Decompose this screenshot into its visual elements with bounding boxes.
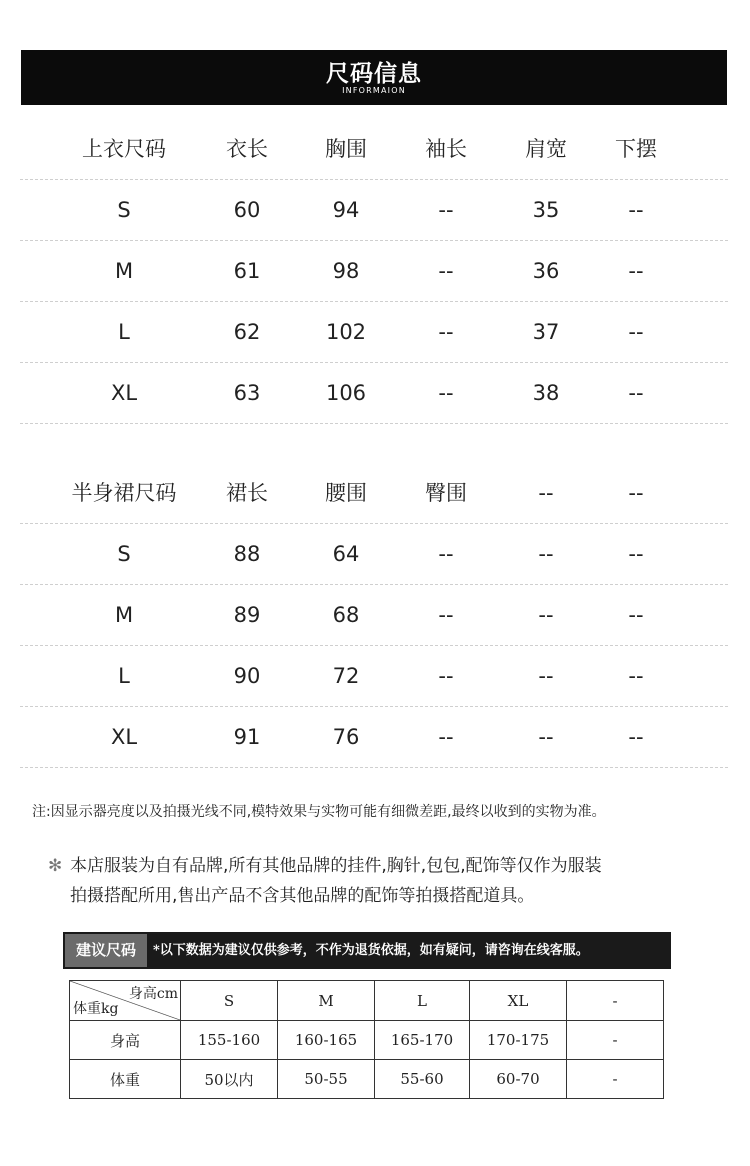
ref-corner-weight: 体重kg: [73, 1001, 119, 1017]
ref-corner-cell: [70, 981, 181, 1021]
table-cell: 38: [532, 381, 560, 405]
header-cell: 裙长: [226, 481, 268, 505]
table-row: [20, 707, 728, 768]
table-cell: M: [114, 259, 134, 283]
header-cell: 袖长: [425, 137, 467, 161]
display-disclaimer: 注:因显示器亮度以及拍摄光线不同,模特效果与实物可能有细微差距,最终以收到的实物为准。: [32, 804, 606, 820]
table-cell: --: [438, 320, 454, 344]
ref-row-label: 身高: [70, 1021, 181, 1060]
banner-subtitle: INFORMAION: [342, 86, 406, 95]
table-cell: S: [117, 198, 131, 222]
header-cell: 衣长: [226, 137, 268, 161]
ref-cell: -: [567, 1060, 664, 1099]
table-cell: --: [438, 542, 454, 566]
table-cell: 98: [332, 259, 360, 283]
table-cell: --: [628, 725, 644, 749]
table-cell: --: [438, 198, 454, 222]
advice-bar: [63, 932, 671, 969]
asterisk-icon: ✻: [48, 856, 63, 876]
table-row: [20, 585, 728, 646]
table-cell: 63: [233, 381, 261, 405]
ref-cell: 165-170: [375, 1021, 470, 1060]
table-cell: --: [438, 259, 454, 283]
table-cell: --: [438, 603, 454, 627]
ref-cell: -: [567, 1021, 664, 1060]
section-banner: [21, 50, 727, 105]
table-cell: 68: [332, 603, 360, 627]
ref-cell: 60-70: [470, 1060, 567, 1099]
table-cell: 62: [233, 320, 261, 344]
table-cell: --: [628, 542, 644, 566]
table-cell: S: [117, 542, 131, 566]
table-cell: 106: [325, 381, 367, 405]
ref-header-row: [70, 981, 664, 1021]
table-cell: L: [118, 664, 130, 688]
banner-title: 尺码信息: [326, 61, 422, 87]
header-cell: 下摆: [615, 137, 657, 161]
ref-size-header: M: [278, 981, 375, 1021]
header-cell: 肩宽: [525, 137, 567, 161]
header-cell: 半身裙尺码: [71, 481, 177, 505]
table-row: [20, 180, 728, 241]
table-cell: --: [538, 542, 554, 566]
table-cell: --: [538, 725, 554, 749]
table-cell: --: [628, 603, 644, 627]
ref-size-header: L: [375, 981, 470, 1021]
ref-size-header: XL: [470, 981, 567, 1021]
table-cell: 64: [332, 542, 360, 566]
header-cell: --: [538, 481, 554, 505]
table-header-row: [20, 119, 728, 180]
table-row: [20, 363, 728, 424]
table-cell: XL: [110, 381, 138, 405]
table-cell: --: [628, 198, 644, 222]
recommended-size-table: [69, 980, 664, 1099]
advice-label: 建议尺码: [65, 934, 147, 967]
ref-cell: 160-165: [278, 1021, 375, 1060]
table-cell: 91: [233, 725, 261, 749]
table-cell: 94: [332, 198, 360, 222]
table-cell: --: [438, 664, 454, 688]
table-cell: --: [628, 259, 644, 283]
brand-disclaimer-line-2: 拍摄搭配所用,售出产品不含其他品牌的配饰等拍摄搭配道具。: [70, 886, 535, 906]
ref-size-header: S: [181, 981, 278, 1021]
table-cell: 36: [532, 259, 560, 283]
table-cell: 88: [233, 542, 261, 566]
header-cell: 胸围: [325, 137, 367, 161]
ref-row-label: 体重: [70, 1060, 181, 1099]
table-cell: 37: [532, 320, 560, 344]
table-cell: --: [538, 664, 554, 688]
ref-weight-row: [70, 1060, 664, 1099]
advice-text: *以下数据为建议仅供参考，不作为退货依据，如有疑问，请咨询在线客服。: [153, 943, 589, 958]
table-row: [20, 241, 728, 302]
table-cell: --: [438, 725, 454, 749]
table-cell: --: [628, 381, 644, 405]
table-cell: --: [628, 664, 644, 688]
table-cell: 35: [532, 198, 560, 222]
table-cell: 72: [332, 664, 360, 688]
ref-cell: 50以内: [181, 1060, 278, 1099]
ref-cell: 155-160: [181, 1021, 278, 1060]
table-cell: 102: [325, 320, 367, 344]
brand-disclaimer-line-1: 本店服装为自有品牌,所有其他品牌的挂件,胸针,包包,配饰等仅作为服装: [70, 856, 602, 876]
table-cell: 61: [233, 259, 261, 283]
ref-cell: 170-175: [470, 1021, 567, 1060]
table-row: [20, 302, 728, 363]
table-cell: 76: [332, 725, 360, 749]
ref-cell: 50-55: [278, 1060, 375, 1099]
table-cell: --: [538, 603, 554, 627]
table-cell: XL: [110, 725, 138, 749]
header-cell: 上衣尺码: [82, 137, 166, 161]
ref-size-header: -: [567, 981, 664, 1021]
ref-height-row: [70, 1021, 664, 1060]
header-cell: 臀围: [425, 481, 467, 505]
ref-cell: 55-60: [375, 1060, 470, 1099]
ref-corner-height: 身高cm: [128, 986, 178, 1002]
table-cell: L: [118, 320, 130, 344]
table-cell: 89: [233, 603, 261, 627]
table-row: [20, 646, 728, 707]
table-cell: --: [438, 381, 454, 405]
header-cell: 腰围: [325, 481, 367, 505]
table-cell: M: [114, 603, 134, 627]
table-cell: 60: [233, 198, 261, 222]
table-row: [20, 524, 728, 585]
table-cell: 90: [233, 664, 261, 688]
header-cell: --: [628, 481, 644, 505]
table-header-row: [20, 463, 728, 524]
table-cell: --: [628, 320, 644, 344]
brand-disclaimer: [48, 851, 602, 911]
